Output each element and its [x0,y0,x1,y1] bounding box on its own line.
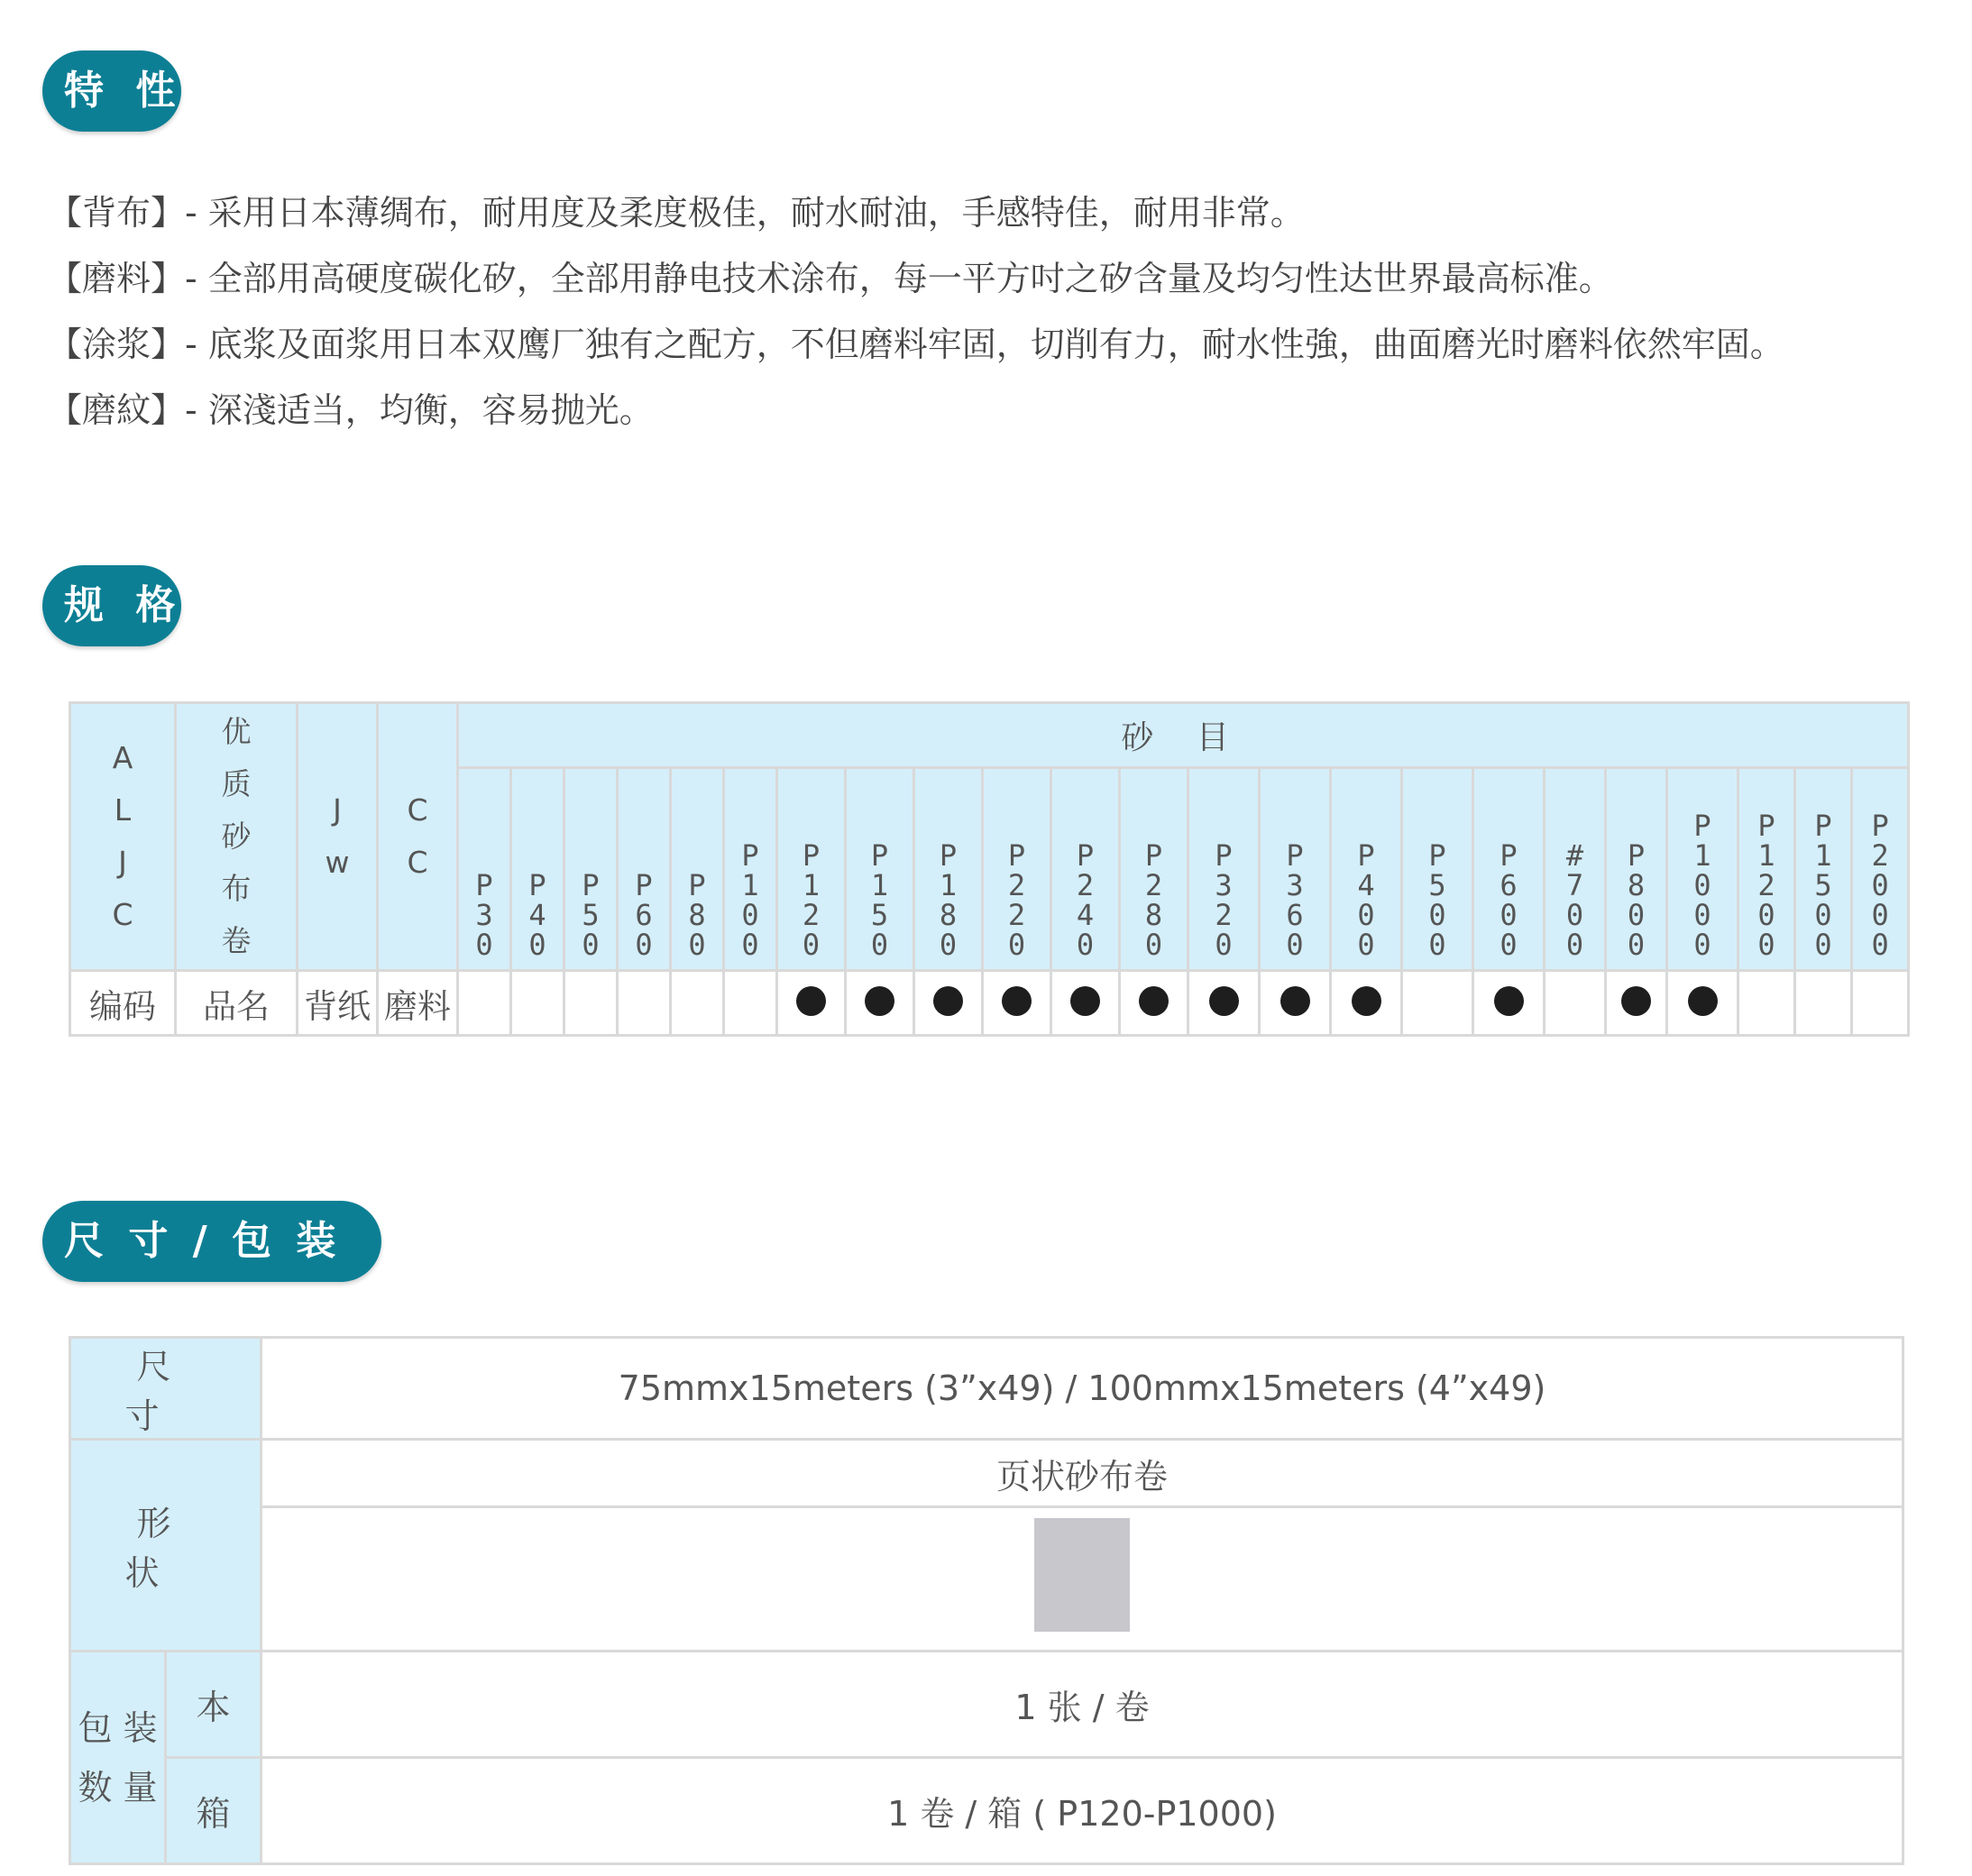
availability-dot [1209,986,1239,1016]
grit-char: 5 [1814,868,1832,902]
grit-char: 7 [1565,868,1584,902]
label-code: 编码 [70,971,176,1036]
grit-char: P [1428,838,1446,873]
shape-label-text: 形 状 [124,1504,218,1593]
grit-char: 0 [1357,898,1375,932]
grit-P150 [846,768,914,971]
roll-swatch [1034,1518,1130,1632]
availability-dot [865,986,894,1016]
grit-char: P [1007,838,1026,873]
grit-char: P [1286,838,1304,873]
grit-no700 [1545,768,1606,971]
availability-dot [1621,986,1651,1016]
availability-cell [1795,971,1852,1036]
size-section-title: 尺 寸 / 包 装 [42,1201,381,1282]
grit-char: 0 [939,928,958,962]
grit-P60 [618,768,671,971]
grit-char: 0 [1007,928,1026,962]
grit-char: 0 [1500,898,1518,932]
header-jw-char: w [325,845,350,880]
availability-cell [1402,971,1473,1036]
shape-image-cell [261,1507,1903,1652]
header-aljc [70,703,176,971]
grit-char: 1 [802,868,821,902]
grit-P360 [1260,768,1331,971]
grit-char: 5 [870,898,889,932]
grit-char: 8 [939,898,958,932]
unit-value: 1 张 / 卷 [261,1652,1903,1758]
grit-P80 [671,768,724,971]
header-product-char: 布 [221,871,252,906]
grit-char: P [1757,809,1775,843]
grit-char: 8 [688,898,706,932]
grit-char: 0 [1076,928,1095,962]
features-section-title: 特 性 [42,50,181,132]
grit-char: 0 [1693,928,1711,962]
grit-char: P [1693,809,1711,843]
grit-char: 6 [1500,868,1518,902]
box-label: 箱 [166,1758,261,1864]
grit-P600 [1473,768,1545,971]
grit-char: 8 [1144,898,1163,932]
label-backing: 背纸 [298,971,378,1036]
grit-char: 0 [1428,898,1446,932]
grit-char: 0 [1357,928,1375,962]
header-aljc-char: J [118,845,127,880]
pack-label-line: 包 装 [78,1707,158,1748]
grit-char: 2 [1076,868,1095,902]
grit-char: P [1500,838,1518,873]
grit-char: P [1357,838,1375,873]
grit-char: 0 [1871,898,1889,932]
grit-char: 0 [1693,868,1711,902]
grit-P500 [1402,768,1473,971]
availability-cell [618,971,671,1036]
grit-char: # [1565,838,1584,873]
grit-char: 0 [688,928,706,962]
size-label-text: 尺 寸 [124,1347,218,1436]
grit-P100 [724,768,777,971]
grit-char: 4 [1357,868,1375,902]
grit-P1500 [1795,768,1852,971]
availability-cell [511,971,564,1036]
grit-char: 5 [1428,868,1446,902]
availability-cell [1051,971,1120,1036]
grit-P400 [1331,768,1402,971]
availability-cell [914,971,983,1036]
grit-char: 1 [1693,838,1711,873]
size-value: 75mmx15meters (3”x49) / 100mmx15meters (4”x49) [261,1338,1903,1440]
availability-cell [564,971,618,1036]
grit-char: 0 [1757,898,1775,932]
availability-cell [983,971,1051,1036]
grit-char: 5 [582,898,600,932]
grit-char: P [582,868,600,902]
header-cc-char: C [407,792,428,828]
grit-P280 [1120,768,1188,971]
grit-char: 0 [1500,928,1518,962]
grit-char: 1 [870,868,889,902]
header-product-char: 质 [221,766,252,801]
availability-dot [1280,986,1310,1016]
grit-char: 0 [1693,898,1711,932]
spec-table [69,701,1910,1037]
grit-P1200 [1738,768,1795,971]
availability-dot [796,986,826,1016]
header-jw-char: J [333,792,342,828]
box-value: 1 卷 / 箱 ( P120-P1000) [261,1758,1903,1864]
availability-dot [1139,986,1169,1016]
availability-cell [1667,971,1738,1036]
grit-char: 0 [1814,898,1832,932]
availability-dot [1494,986,1524,1016]
grit-char: 0 [1565,898,1584,932]
header-aljc-char: A [112,740,133,775]
header-product-char: 卷 [221,923,252,958]
pack-quantity-label [70,1652,166,1864]
grit-char: P [1215,838,1233,873]
grit-P800 [1606,768,1667,971]
grit-char: P [802,838,821,873]
grit-char: P [1144,838,1163,873]
availability-cell [458,971,511,1036]
availability-cell [1606,971,1667,1036]
grit-char: 0 [1871,868,1889,902]
availability-cell [1188,971,1260,1036]
grit-char: 4 [1076,898,1095,932]
grit-char: 2 [1144,868,1163,902]
availability-dot [1688,986,1718,1016]
grit-char: P [688,868,706,902]
feature-coating: 【涂浆】- 底浆及面浆用日本双鹰厂独有之配方，不但磨料牢固，切削有力，耐水性強，曲面磨光时磨料依然牢固。 [48,325,1784,364]
grit-char: 0 [582,928,600,962]
grit-char: 6 [1286,898,1304,932]
grit-P50 [564,768,618,971]
unit-label: 本 [166,1652,261,1758]
grit-char: 0 [1757,928,1775,962]
header-cc [378,703,458,971]
grit-char: 0 [475,928,493,962]
grit-char: 1 [741,868,759,902]
availability-cell [671,971,724,1036]
grit-char: 0 [870,928,889,962]
grit-char: P [635,868,653,902]
grit-char: P [1871,809,1889,843]
availability-dot [1002,986,1032,1016]
grit-char: 2 [1007,868,1026,902]
grit-char: 2 [1871,838,1889,873]
feature-list [48,186,1784,449]
header-cc-char: C [407,845,428,880]
grit-char: 0 [1286,928,1304,962]
grit-char: 3 [1215,868,1233,902]
grit-char: 2 [1007,898,1026,932]
grit-char: P [939,838,958,873]
grit-P320 [1188,768,1260,971]
availability-cell [1852,971,1909,1036]
code-row [70,971,1909,1036]
size-label [70,1338,261,1440]
feature-pattern: 【磨紋】- 深淺适当，均衡，容易抛光。 [48,390,654,430]
grit-char: 1 [1757,838,1775,873]
availability-cell [724,971,777,1036]
size-pack-table [69,1336,1904,1865]
grit-char: 3 [1286,868,1304,902]
grit-char: 0 [1871,928,1889,962]
grit-char: 1 [1814,838,1832,873]
grit-char: 0 [1565,928,1584,962]
grit-char: 8 [1627,868,1646,902]
grit-char: P [475,868,493,902]
header-jw [298,703,378,971]
grit-char: 0 [1144,928,1163,962]
availability-cell [1738,971,1795,1036]
availability-cell [1260,971,1331,1036]
grit-header: 砂 目 [458,703,1909,768]
grit-char: 0 [635,928,653,962]
grit-char: 2 [802,898,821,932]
availability-dot [933,986,963,1016]
grit-char: 0 [1627,928,1646,962]
grit-P2000 [1852,768,1909,971]
grit-char: 0 [528,928,546,962]
pack-label-line: 数 量 [78,1767,158,1807]
grit-char: P [1627,838,1646,873]
grit-char: 3 [475,898,493,932]
grit-char: 0 [1215,928,1233,962]
label-abrasive: 磨料 [378,971,458,1036]
grit-char: 0 [1627,898,1646,932]
grit-char: 0 [1428,928,1446,962]
feature-abrasive: 【磨料】- 全部用高硬度碳化矽，全部用静电技术涂布，每一平方吋之矽含量及均匀性达世界最高标准。 [48,259,1613,298]
label-name: 品名 [176,971,298,1036]
grit-char: P [528,868,546,902]
grit-P1000 [1667,768,1738,971]
availability-dot [1070,986,1100,1016]
shape-label [70,1440,261,1652]
grit-P40 [511,768,564,971]
grit-char: 6 [635,898,653,932]
grit-P220 [983,768,1051,971]
grit-char: 2 [1757,868,1775,902]
grit-char: 4 [528,898,546,932]
header-aljc-char: L [114,792,132,828]
grit-P30 [458,768,511,971]
availability-cell [846,971,914,1036]
grit-P240 [1051,768,1120,971]
grit-char: 1 [939,868,958,902]
availability-cell [1120,971,1188,1036]
feature-backing: 【背布】- 采用日本薄绸布，耐用度及柔度极佳，耐水耐油，手感特佳，耐用非常。 [48,193,1305,233]
availability-cell [1545,971,1606,1036]
grit-char: 2 [1215,898,1233,932]
grit-char: 0 [741,898,759,932]
grit-char: P [741,838,759,873]
header-product [176,703,298,971]
grit-char: P [1814,809,1832,843]
availability-cell [777,971,846,1036]
grit-P180 [914,768,983,971]
grit-char: P [870,838,889,873]
availability-dot [1352,986,1381,1016]
spec-section-title: 规 格 [42,565,181,646]
shape-value: 页状砂布卷 [261,1440,1903,1507]
header-product-char: 优 [221,714,252,749]
grit-char: P [1076,838,1095,873]
grit-char: 0 [741,928,759,962]
header-aljc-char: C [112,897,133,932]
grit-char: 0 [1814,928,1832,962]
header-product-char: 砂 [221,819,252,854]
grit-char: 0 [802,928,821,962]
availability-cell [1473,971,1545,1036]
availability-cell [1331,971,1402,1036]
grit-P120 [777,768,846,971]
